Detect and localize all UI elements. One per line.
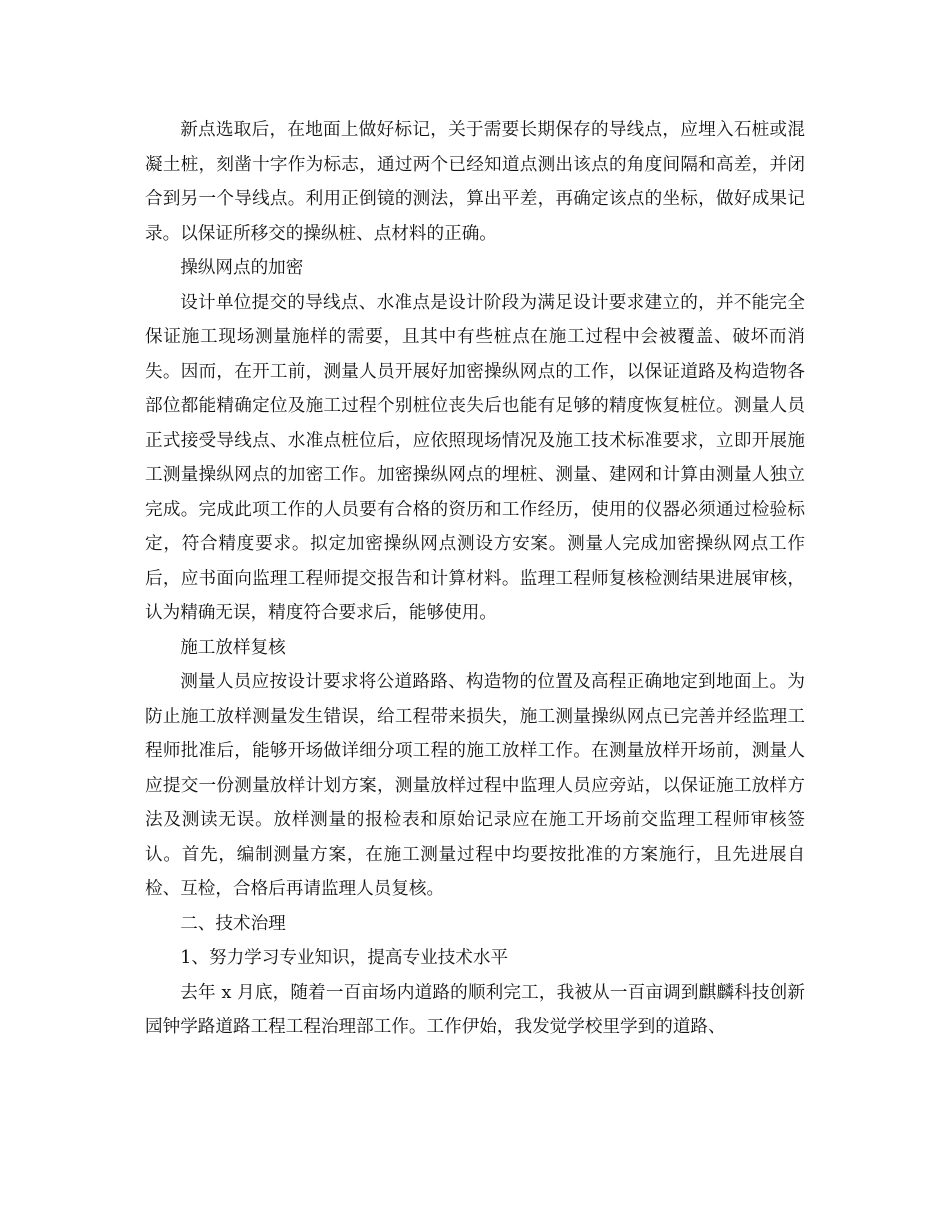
document-body: [145, 113, 805, 1045]
paragraph-densification: 设计单位提交的导线点、水准点是设计阶段为满足设计要求建立的，并不能完全保证施工现场测量施样的需要，且其中有些桩点在施工过程中会被覆盖、破坏而消失。因而，在开工前，测量人员开展好加密操纵网点的工作，以保证道路及构造物各部位都能精确定位及施工过程个别桩位丧失后也能有足够的精度恢复桩位。测量人员正式接受导线点、水准点桩位后，应依照现场情况及施工技术标准要求，立即开展施工测量操纵网点的加密工作。加密操纵网点的埋桩、测量、建网和计算由测量人独立完成。完成此项工作的人员要有合格的资历和工作经历，使用的仪器必须通过检验标定，符合精度要求。拟定加密操纵网点测设方安案。测量人完成加密操纵网点工作后，应书面向监理工程师提交报告和计算材料。监理工程师复核检测结果进展审核，认为精确无误，精度符合要求后，能够使用。: [145, 292, 805, 623]
heading-layout-review: 施工放样复核: [180, 637, 286, 658]
paragraph-last-year: 去年 x 月底，随着一百亩场内道路的顺利完工，我被从一百亩调到麒麟科技创新园钟学路道路工程工程治理部工作。工作伊始，我发觉学校里学到的道路、: [145, 982, 805, 1037]
heading-study-professional-knowledge: 1、努力学习专业知识，提高专业技术水平: [180, 948, 509, 968]
paragraph-new-point-selection: 新点选取后，在地面上做好标记，关于需要长期保存的导线点，应埋入石桩或混凝土桩，刻凿十字作为标志，通过两个已经知道点测出该点的角度间隔和高差，并闭合到另一个导线点。利用正倒镜的测法，算出平差，再确定该点的坐标，做好成果记录。以保证所移交的操纵桩、点材料的正确。: [145, 120, 805, 244]
heading-technical-management: 二、技术治理: [180, 913, 286, 934]
paragraph-layout-review: 测量人员应按设计要求将公道路路、构造物的位置及高程正确地定到地面上。为防止施工放样测量发生错误，给工程带来损失，施工测量操纵网点已完善并经监理工程师批准后，能够开场做详细分项工程的施工放样工作。在测量放样开场前，测量人应提交一份测量放样计划方案，测量放样过程中监理人员应旁站，以保证施工放样方法及测读无误。放样测量的报检表和原始记录应在施工开场前交监理工程师审核签认。首先，编制测量方案，在施工测量过程中均要按批准的方案施行，且先进展自检、互检，合格后再请监理人员复核。: [145, 672, 805, 899]
heading-control-network-densification: 操纵网点的加密: [180, 258, 304, 278]
